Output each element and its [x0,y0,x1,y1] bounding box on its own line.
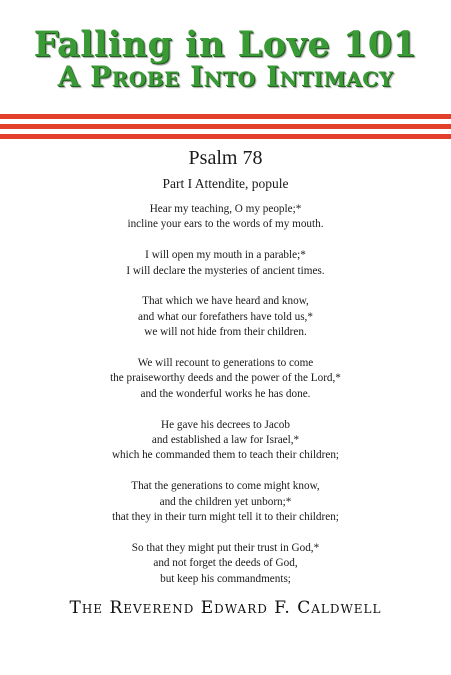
verse-line: We will recount to generations to come [137,357,314,370]
psalm-subtitle: Part I Attendite, popule [162,176,289,191]
psalm-text [0,202,451,602]
author-name: The Reverend Edward F. Caldwell [69,598,382,618]
verse-line: and the children yet unborn;* [159,495,292,508]
stanza [0,479,451,525]
stripe-bottom [0,134,451,139]
verse-line: the praiseworthy deeds and the power of the Lord,* [110,372,341,385]
book-title: Falling in Love 101 [33,24,418,65]
stanza [0,202,451,233]
book-subtitle: A Probe Into Intimacy [57,60,394,93]
verse-line: Hear my teaching, O my people;* [149,203,302,215]
stanza [0,294,451,340]
verse-line: and not forget the deeds of God, [153,557,298,570]
psalm-title: Psalm 78 [188,147,263,169]
stanza [0,418,451,464]
stanza [0,541,451,587]
verse-line: and the wonderful works he has done. [140,387,311,400]
verse-line: and what our forefathers have told us,* [138,310,313,323]
decorative-stripes [0,114,451,142]
verse-line: incline your ears to the words of my mouth. [127,218,324,231]
verse-line: which he commanded them to teach their children; [111,449,340,462]
stanza [0,248,451,279]
verse-line: I will declare the mysteries of ancient times. [126,264,325,277]
stripe-top [0,114,451,119]
verse-line: He gave his decrees to Jacob [161,418,290,431]
verse-line: and established a law for Israel,* [151,434,300,447]
verse-line: we will not hide from their children. [144,326,307,339]
verse-line: but keep his commandments; [160,572,291,585]
verse-line: That which we have heard and know, [142,295,309,308]
verse-line: So that they might put their trust in God,* [131,541,320,554]
stripe-middle [0,124,451,129]
verse-line: That the generations to come might know, [131,480,320,493]
verse-line: I will open my mouth in a parable;* [145,249,306,262]
verse-line: that they in their turn might tell it to their children; [112,511,339,524]
stanza [0,356,451,402]
